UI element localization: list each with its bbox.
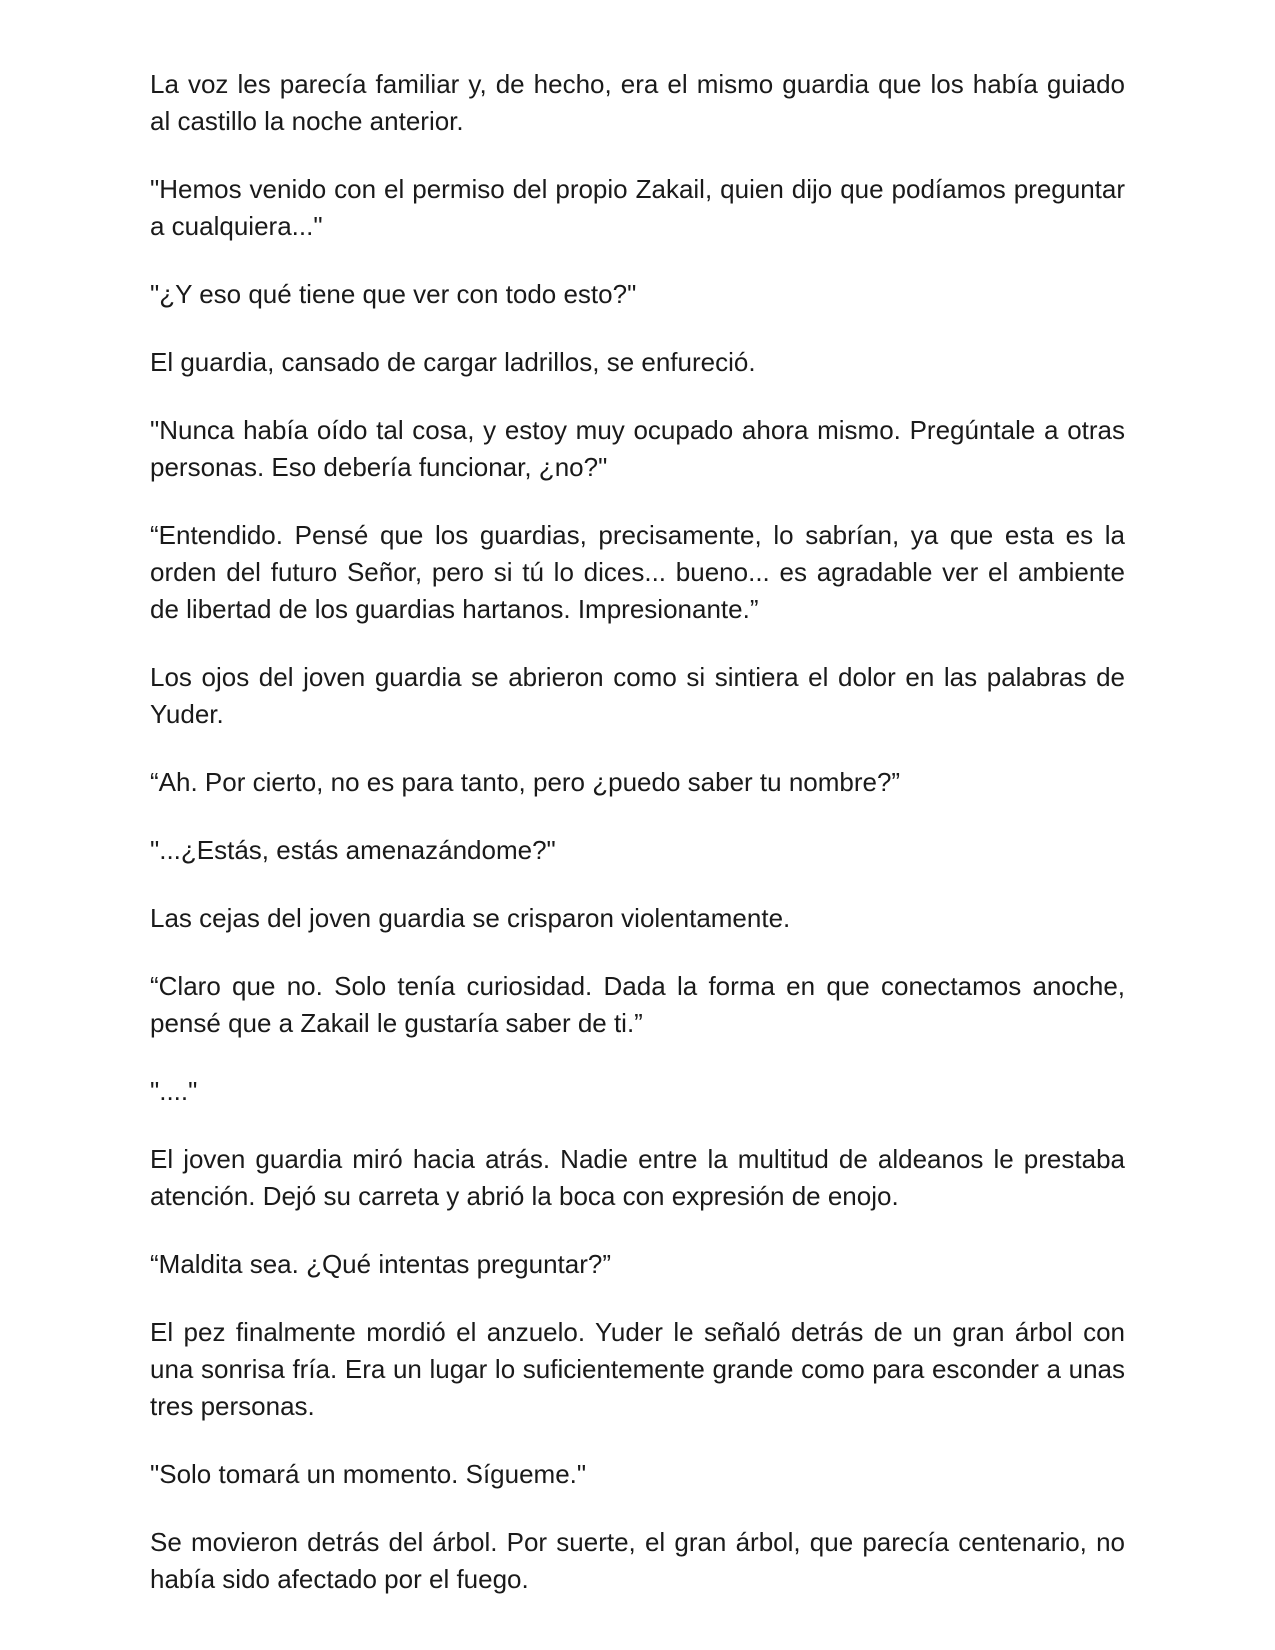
paragraph-13: El joven guardia miró hacia atrás. Nadie entre la multitud de aldeanos le prestaba atención. Dejó su carreta y abrió la boca con expresión de enojo. [150, 1144, 1125, 1211]
paragraph-4: El guardia, cansado de cargar ladrillos, se enfureció. [150, 347, 756, 377]
paragraph-11: “Claro que no. Solo tenía curiosidad. Dada la forma en que conectamos anoche, pensé que a Zakail le gustaría saber de ti.” [150, 971, 1125, 1038]
paragraph-12: "...." [150, 1076, 198, 1106]
paragraph-17: Se movieron detrás del árbol. Por suerte, el gran árbol, que parecía centenario, no había sido afectado por el fuego. [150, 1527, 1125, 1594]
paragraph-5: "Nunca había oído tal cosa, y estoy muy ocupado ahora mismo. Pregúntale a otras personas. Eso debería funcionar, ¿no?" [150, 415, 1125, 482]
paragraph-15: El pez finalmente mordió el anzuelo. Yuder le señaló detrás de un gran árbol con una sonrisa fría. Era un lugar lo suficientemente grande como para esconder a unas tres personas. [150, 1317, 1125, 1421]
document-page [150, 66, 1125, 1629]
paragraph-2: "Hemos venido con el permiso del propio Zakail, quien dijo que podíamos preguntar a cualquiera..." [150, 174, 1125, 241]
paragraph-9: "...¿Estás, estás amenazándome?" [150, 835, 556, 865]
paragraph-8: “Ah. Por cierto, no es para tanto, pero ¿puedo saber tu nombre?” [150, 767, 901, 797]
paragraph-1: La voz les parecía familiar y, de hecho, era el mismo guardia que los había guiado al castillo la noche anterior. [150, 69, 1125, 136]
paragraph-6: “Entendido. Pensé que los guardias, precisamente, lo sabrían, ya que esta es la orden del futuro Señor, pero si tú lo dices... bueno... es agradable ver el ambiente de libertad de los guardias hartanos. Impresionante.” [150, 520, 1125, 624]
paragraph-14: “Maldita sea. ¿Qué intentas preguntar?” [150, 1249, 612, 1279]
paragraph-10: Las cejas del joven guardia se crisparon violentamente. [150, 903, 791, 933]
paragraph-3: "¿Y eso qué tiene que ver con todo esto?" [150, 279, 637, 309]
paragraph-16: "Solo tomará un momento. Sígueme." [150, 1459, 587, 1489]
paragraph-7: Los ojos del joven guardia se abrieron como si sintiera el dolor en las palabras de Yuder. [150, 662, 1125, 729]
